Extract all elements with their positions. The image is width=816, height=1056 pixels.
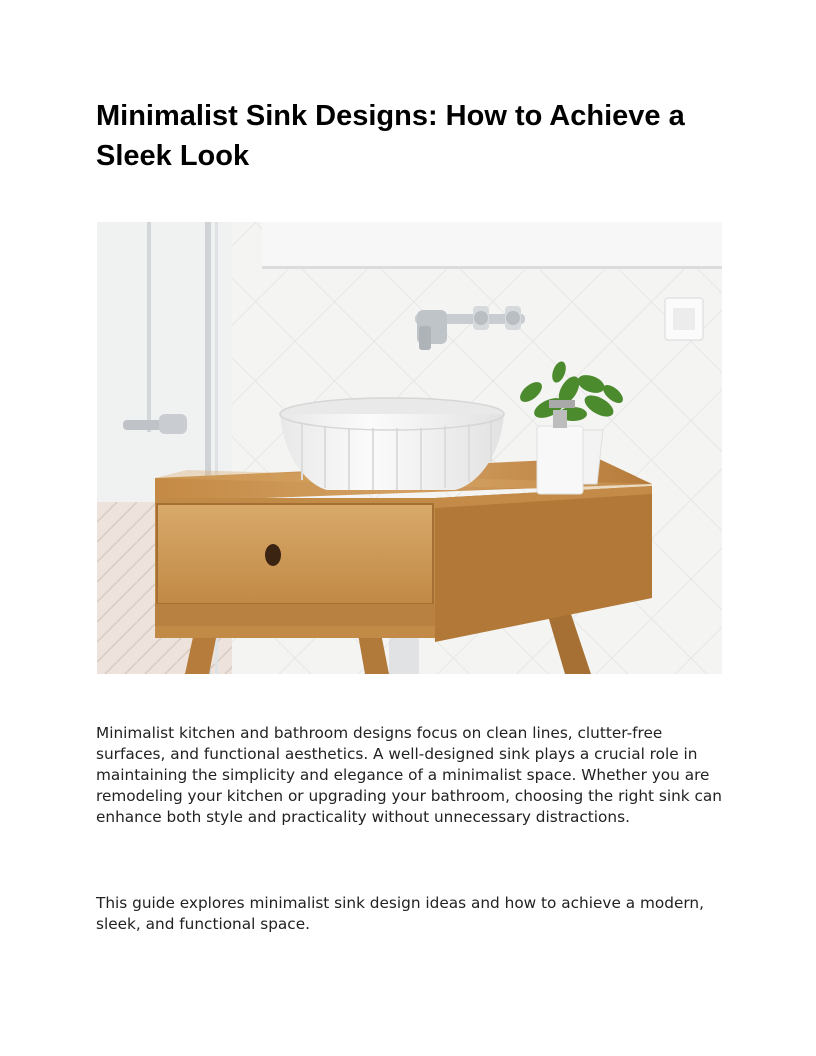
hero-image	[97, 222, 722, 674]
guide-paragraph: This guide explores minimalist sink design ideas and how to achieve a modern, sleek, and functional space.	[96, 894, 704, 933]
page-title: Minimalist Sink Designs: How to Achieve a Sleek Look	[96, 100, 685, 172]
intro-paragraph: Minimalist kitchen and bathroom designs focus on clean lines, clutter-free surfaces, and functional aesthetics. A well-designed sink plays a crucial role in maintaining the simplicity and elegance of a minimalist space. Whether you are remodeling your kitchen or upgrading your bathroom, choosing the right sink can enhance both style and practicality without unnecessary distractions.	[96, 724, 722, 826]
bathroom-vanity-illustration	[97, 222, 722, 674]
